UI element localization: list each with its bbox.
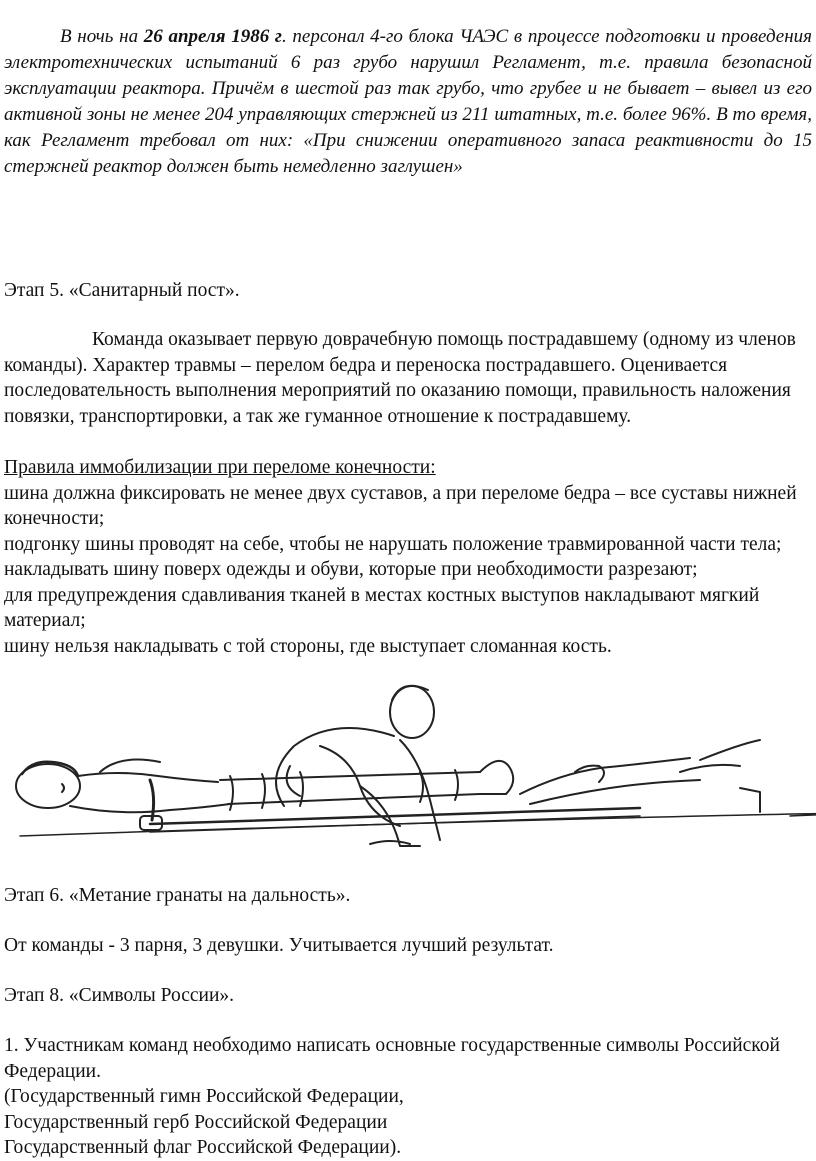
rule-item: шину нельзя накладывать с той стороны, где выступает сломанная кость.: [4, 635, 612, 657]
intro-text: . персонал 4-го блока ЧАЭС в процессе подготовки и проведения электротехнических испытаний 6 раз грубо нарушил Регламент, т.е. правила безопасной эксплуатации реактора. Причём в шестой раз так грубо, что грубее и не бывает – вывел из его активной зоны не менее 204 управляющих стержней из 211 штатных, т.е. более 96%. В то время, как Регламент требовал от них: «При снижении оперативного запаса реактивности до 15 стержней реактор должен быть немедленно заглушен»: [4, 26, 812, 177]
rule-item: для предупреждения сдавливания тканей в местах костных выступов накладывают мягкий материал;: [4, 584, 760, 631]
rule-item: подгонку шины проводят на себе, чтобы не нарушать положение травмированной части тела;: [4, 533, 782, 555]
symbol-item: (Государственный гимн Российской Федерации,: [4, 1086, 404, 1107]
stage5-title: Этап 5. «Санитарный пост».: [4, 280, 240, 301]
immobilization-rules: [4, 455, 812, 659]
stage5-description: Команда оказывает первую доврачебную помощь пострадавшему (одному из членов команды). Характер травмы – перелом бедра и переноска пострадавшего. Оценивается последовательность выполнения мероприятий по оказанию помощи, правильность наложения повязки, транспортировки, а так же гуманное отношение к пострадавшему.: [4, 329, 796, 427]
symbol-item: Государственный флаг Российской Федерации).: [4, 1137, 402, 1158]
stage8-title: Этап 8. «Символы России».: [4, 985, 235, 1006]
intro-paragraph: [4, 24, 812, 180]
rule-item: накладывать шину поверх одежды и обуви, которые при необходимости разрезают;: [4, 559, 698, 580]
rules-heading: Правила иммобилизации при переломе конечности:: [4, 457, 436, 478]
stage8-task: 1. Участникам команд необходимо написать основные государственные символы Российской Федерации.: [4, 1035, 780, 1082]
splint-illustration: [0, 676, 816, 866]
stage6-text: От команды - 3 парня, 3 девушки. Учитывается лучший результат.: [4, 935, 554, 956]
stage6-title: Этап 6. «Метание гранаты на дальность».: [4, 885, 351, 906]
intro-lead: В ночь на: [60, 26, 144, 47]
symbol-item: Государственный герб Российской Федерации: [4, 1111, 388, 1133]
intro-date: 26 апреля 1986 г: [143, 26, 282, 47]
stage8-body: [4, 1033, 812, 1161]
rule-item: шина должна фиксировать не менее двух суставов, а при переломе бедра – все суставы нижней конечности;: [4, 482, 797, 529]
